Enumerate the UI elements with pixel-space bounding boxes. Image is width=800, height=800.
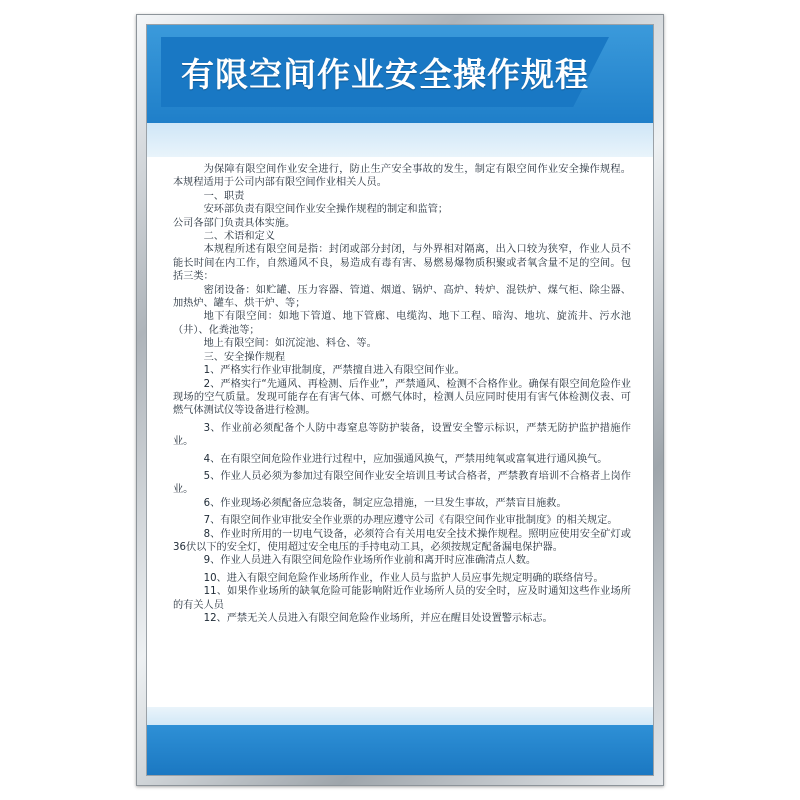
paragraph: 地下有限空间：如地下管道、地下管廊、电缆沟、地下工程、暗沟、地坑、旋流井、污水池（井）、化粪池等； — [173, 311, 631, 336]
paragraph: 地上有限空间：如沉淀池、料仓、等。 — [203, 338, 377, 350]
paragraph: 11、如果作业场所的缺氧危险可能影响附近作业场所人员的安全时，应及时通知这些作业场所的有关人员 — [173, 586, 631, 611]
regulation-body — [173, 163, 631, 625]
footer-band — [147, 725, 653, 775]
paragraph: 公司各部门负责具体实施。 — [173, 217, 296, 229]
paragraph: 12、严禁无关人员进入有限空间危险作业场所，并应在醒目处设置警示标志。 — [203, 613, 553, 624]
paragraph: 10、进入有限空间危险作业场所作业，作业人员与监护人员应事先规定明确的联络信号。 — [203, 572, 604, 584]
paragraph: 三、安全操作规程 — [203, 351, 286, 363]
paragraph: 二、术语和定义 — [203, 231, 275, 243]
paragraph: 6、作业现场必须配备应急装备，制定应急措施，一旦发生事故，严禁盲目施救。 — [203, 497, 567, 509]
paragraph: 5、作业人员必须为参加过有限空间作业安全培训且考试合格者，严禁教育培训不合格者上岗作业。 — [173, 470, 631, 496]
paragraph: 9、作业人员进入有限空间危险作业场所作业前和离开时应准确清点人数。 — [203, 555, 537, 567]
poster-frame — [136, 14, 664, 786]
paragraph: 7、有限空间作业审批安全作业票的办理应遵守公司《有限空间作业审批制度》的相关规定。 — [203, 515, 618, 527]
paragraph: 密闭设备：如贮罐、压力容器、管道、烟道、锅炉、高炉、转炉、混铁炉、煤气柜、除尘器、加热炉、罐车、烘干炉、等； — [173, 284, 631, 310]
paragraph: 本规程所述有限空间是指：封闭或部分封闭，与外界相对隔离，出入口较为狭窄，作业人员不能长时间在内工作，自然通风不良，易造成有毒有害、易燃易爆物质积聚或者氧含量不足的空间。包括三类： — [173, 244, 631, 283]
paragraph: 8、作业时所用的一切电气设备，必须符合有关用电安全技术操作规程。照明应使用安全矿灯或36伏以下的安全灯，使用超过安全电压的手持电动工具，必须按规定配备漏电保护器。 — [173, 528, 631, 553]
footer-accent-band — [147, 707, 653, 725]
header-accent-band — [147, 123, 653, 157]
paragraph: 安环部负责有限空间作业安全操作规程的制定和监管； — [203, 204, 449, 216]
poster-board — [146, 24, 654, 776]
paragraph: 2、严格实行“先通风、再检测、后作业”，严禁通风、检测不合格作业。确保有限空间危险作业现场的空气质量。发现可能存在有害气体、可燃气体时，检测人员应同时使用有害气体检测仪表、可燃气体测试仪等设备进行检测。 — [173, 378, 631, 417]
paragraph: 3、作业前必须配备个人防中毒窒息等防护装备，设置安全警示标识，严禁无防护监护措施作业。 — [173, 422, 631, 448]
paragraph: 4、在有限空间危险作业进行过程中，应加强通风换气，严禁用纯氧或富氧进行通风换气。 — [203, 453, 608, 465]
paragraph: 为保障有限空间作业安全进行，防止生产安全事故的发生，制定有限空间作业安全操作规程。本规程适用于公司内部有限空间作业相关人员。 — [173, 164, 631, 189]
page-title: 有限空间作业安全操作规程 — [181, 54, 589, 94]
paragraph: 一、职责 — [203, 190, 245, 202]
paragraph: 1、严格实行作业审批制度，严禁擅自进入有限空间作业。 — [203, 365, 465, 377]
